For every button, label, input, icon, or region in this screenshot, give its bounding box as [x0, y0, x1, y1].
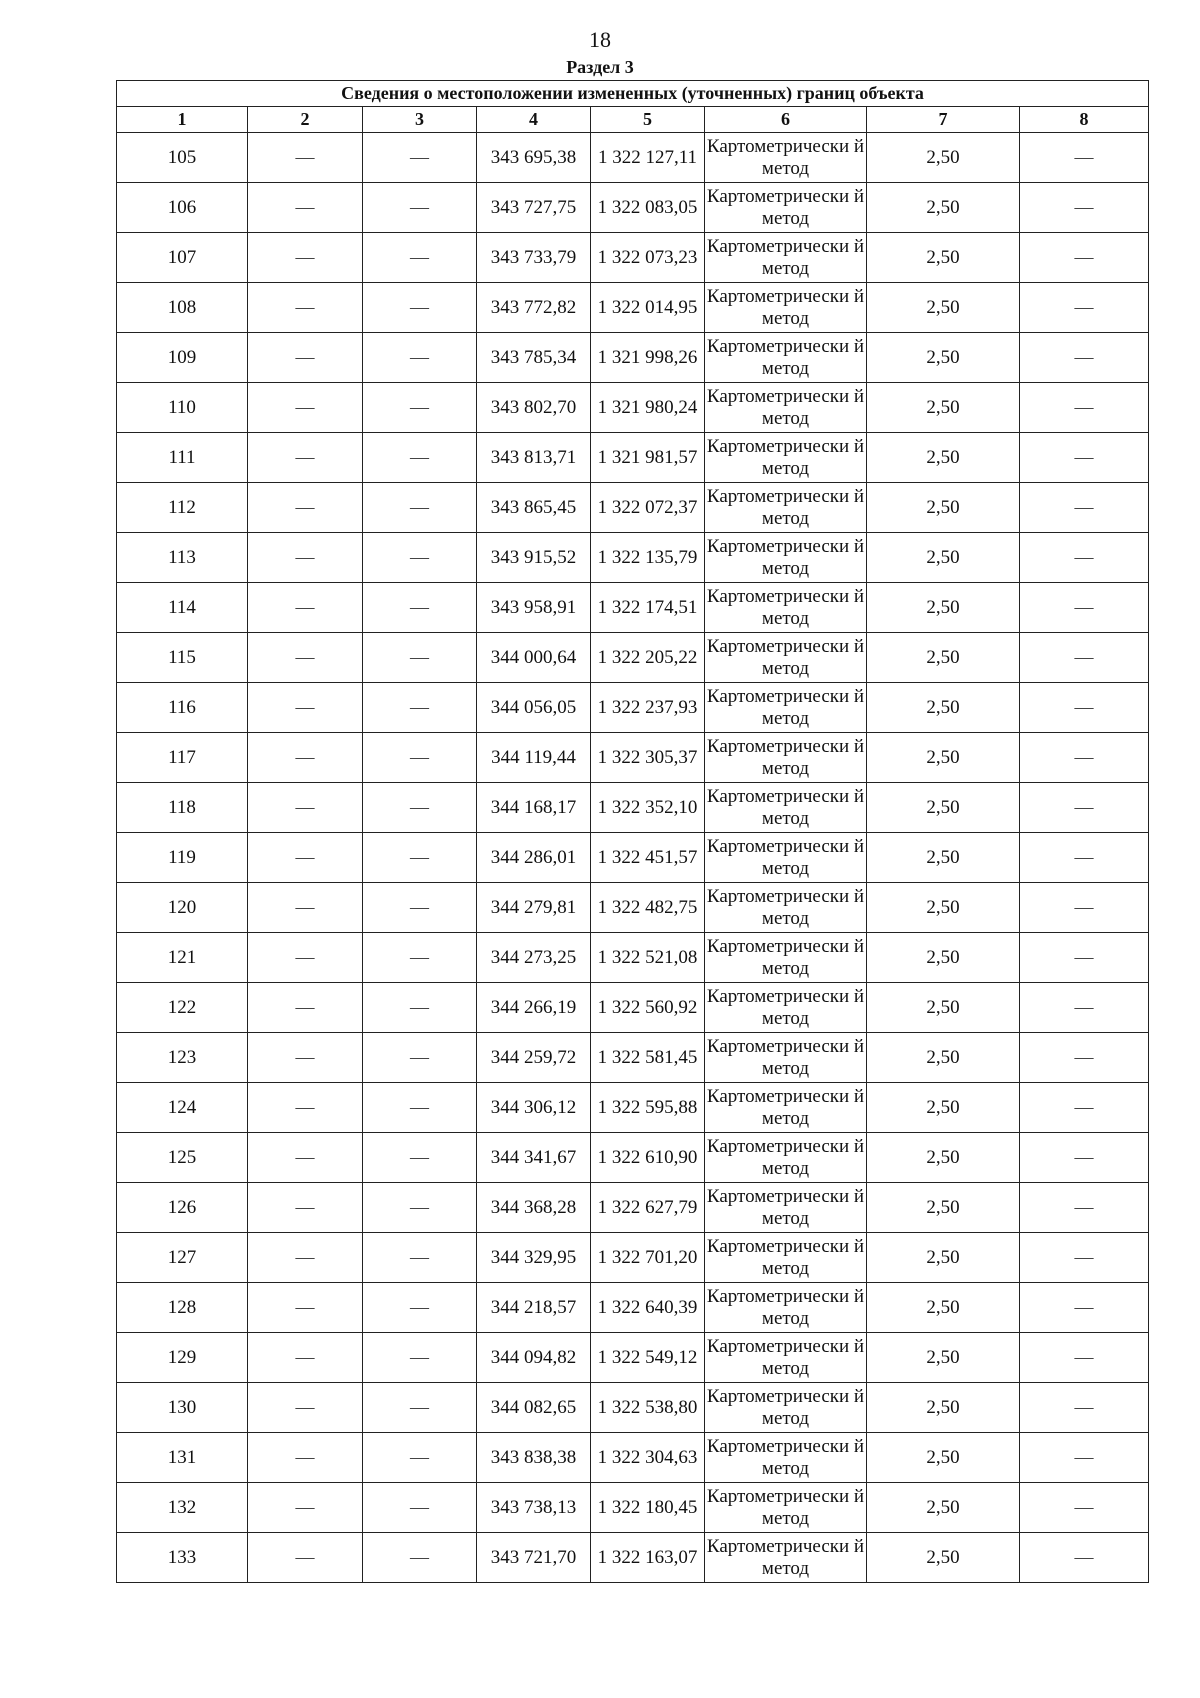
method-cell: Картометрически й метод	[705, 383, 867, 433]
column-2-cell: —	[248, 383, 363, 433]
column-8-cell: —	[1020, 483, 1149, 533]
table-row	[117, 1033, 1149, 1083]
x-coordinate-cell: 343 838,38	[477, 1433, 591, 1483]
point-number-cell: 125	[117, 1133, 248, 1183]
x-coordinate-cell: 344 273,25	[477, 933, 591, 983]
table-row	[117, 883, 1149, 933]
column-3-cell: —	[363, 933, 477, 983]
table-row	[117, 483, 1149, 533]
accuracy-cell: 2,50	[867, 633, 1020, 683]
point-number-cell: 108	[117, 283, 248, 333]
column-8-cell: —	[1020, 1033, 1149, 1083]
point-number-cell: 113	[117, 533, 248, 583]
column-3-cell: —	[363, 133, 477, 183]
column-3-cell: —	[363, 533, 477, 583]
column-8-cell: —	[1020, 533, 1149, 583]
x-coordinate-cell: 344 218,57	[477, 1283, 591, 1333]
accuracy-cell: 2,50	[867, 1433, 1020, 1483]
point-number-cell: 133	[117, 1533, 248, 1583]
column-2-cell: —	[248, 633, 363, 683]
y-coordinate-cell: 1 322 581,45	[591, 1033, 705, 1083]
column-8-cell: —	[1020, 1433, 1149, 1483]
method-cell: Картометрически й метод	[705, 1333, 867, 1383]
column-8-cell: —	[1020, 1383, 1149, 1433]
point-number-cell: 132	[117, 1483, 248, 1533]
y-coordinate-cell: 1 322 549,12	[591, 1333, 705, 1383]
y-coordinate-cell: 1 322 521,08	[591, 933, 705, 983]
y-coordinate-cell: 1 322 127,11	[591, 133, 705, 183]
column-2-cell: —	[248, 1133, 363, 1183]
column-3-cell: —	[363, 1133, 477, 1183]
column-2-cell: —	[248, 1183, 363, 1233]
method-cell: Картометрически й метод	[705, 683, 867, 733]
method-cell: Картометрически й метод	[705, 1283, 867, 1333]
column-3-cell: —	[363, 683, 477, 733]
x-coordinate-cell: 344 306,12	[477, 1083, 591, 1133]
column-8-cell: —	[1020, 233, 1149, 283]
section-title: Раздел 3	[566, 57, 634, 77]
column-3-cell: —	[363, 1283, 477, 1333]
column-number: 6	[705, 107, 867, 133]
accuracy-cell: 2,50	[867, 883, 1020, 933]
column-8-cell: —	[1020, 283, 1149, 333]
x-coordinate-cell: 344 279,81	[477, 883, 591, 933]
method-cell: Картометрически й метод	[705, 1083, 867, 1133]
point-number-cell: 107	[117, 233, 248, 283]
column-3-cell: —	[363, 1483, 477, 1533]
y-coordinate-cell: 1 322 180,45	[591, 1483, 705, 1533]
point-number-cell: 121	[117, 933, 248, 983]
table-row	[117, 1433, 1149, 1483]
accuracy-cell: 2,50	[867, 483, 1020, 533]
x-coordinate-cell: 344 168,17	[477, 783, 591, 833]
point-number-cell: 109	[117, 333, 248, 383]
column-number: 4	[477, 107, 591, 133]
column-2-cell: —	[248, 733, 363, 783]
column-3-cell: —	[363, 483, 477, 533]
x-coordinate-cell: 344 056,05	[477, 683, 591, 733]
column-2-cell: —	[248, 1083, 363, 1133]
column-3-cell: —	[363, 183, 477, 233]
column-2-cell: —	[248, 833, 363, 883]
table-row	[117, 583, 1149, 633]
x-coordinate-cell: 343 721,70	[477, 1533, 591, 1583]
column-3-cell: —	[363, 383, 477, 433]
x-coordinate-cell: 343 695,38	[477, 133, 591, 183]
method-cell: Картометрически й метод	[705, 433, 867, 483]
column-number: 7	[867, 107, 1020, 133]
column-3-cell: —	[363, 433, 477, 483]
boundary-coordinates-table	[116, 80, 1149, 1583]
method-cell: Картометрически й метод	[705, 333, 867, 383]
column-3-cell: —	[363, 233, 477, 283]
accuracy-cell: 2,50	[867, 1333, 1020, 1383]
column-2-cell: —	[248, 783, 363, 833]
method-cell: Картометрически й метод	[705, 583, 867, 633]
method-cell: Картометрически й метод	[705, 883, 867, 933]
column-8-cell: —	[1020, 583, 1149, 633]
point-number-cell: 122	[117, 983, 248, 1033]
table-row	[117, 1333, 1149, 1383]
x-coordinate-cell: 343 727,75	[477, 183, 591, 233]
column-2-cell: —	[248, 883, 363, 933]
column-8-cell: —	[1020, 1233, 1149, 1283]
y-coordinate-cell: 1 322 560,92	[591, 983, 705, 1033]
method-cell: Картометрически й метод	[705, 783, 867, 833]
y-coordinate-cell: 1 322 072,37	[591, 483, 705, 533]
column-3-cell: —	[363, 883, 477, 933]
y-coordinate-cell: 1 322 304,63	[591, 1433, 705, 1483]
x-coordinate-cell: 344 341,67	[477, 1133, 591, 1183]
method-cell: Картометрически й метод	[705, 133, 867, 183]
column-8-cell: —	[1020, 1333, 1149, 1383]
column-3-cell: —	[363, 1233, 477, 1283]
accuracy-cell: 2,50	[867, 833, 1020, 883]
column-3-cell: —	[363, 1083, 477, 1133]
y-coordinate-cell: 1 321 980,24	[591, 383, 705, 433]
table-row	[117, 283, 1149, 333]
method-cell: Картометрически й метод	[705, 633, 867, 683]
point-number-cell: 117	[117, 733, 248, 783]
x-coordinate-cell: 344 094,82	[477, 1333, 591, 1383]
accuracy-cell: 2,50	[867, 183, 1020, 233]
method-cell: Картометрически й метод	[705, 533, 867, 583]
column-3-cell: —	[363, 783, 477, 833]
point-number-cell: 110	[117, 383, 248, 433]
table-row	[117, 333, 1149, 383]
column-8-cell: —	[1020, 933, 1149, 983]
table-row	[117, 1083, 1149, 1133]
column-2-cell: —	[248, 1533, 363, 1583]
x-coordinate-cell: 344 119,44	[477, 733, 591, 783]
table-row	[117, 1483, 1149, 1533]
page-number: 18	[589, 27, 611, 52]
x-coordinate-cell: 343 772,82	[477, 283, 591, 333]
method-cell: Картометрически й метод	[705, 1033, 867, 1083]
column-number: 8	[1020, 107, 1149, 133]
accuracy-cell: 2,50	[867, 733, 1020, 783]
table-row	[117, 183, 1149, 233]
column-8-cell: —	[1020, 1083, 1149, 1133]
y-coordinate-cell: 1 322 305,37	[591, 733, 705, 783]
point-number-cell: 120	[117, 883, 248, 933]
column-3-cell: —	[363, 1533, 477, 1583]
column-3-cell: —	[363, 733, 477, 783]
table-row	[117, 783, 1149, 833]
accuracy-cell: 2,50	[867, 383, 1020, 433]
method-cell: Картометрически й метод	[705, 933, 867, 983]
column-2-cell: —	[248, 1283, 363, 1333]
accuracy-cell: 2,50	[867, 1133, 1020, 1183]
accuracy-cell: 2,50	[867, 683, 1020, 733]
method-cell: Картометрически й метод	[705, 1233, 867, 1283]
column-number: 3	[363, 107, 477, 133]
accuracy-cell: 2,50	[867, 933, 1020, 983]
point-number-cell: 123	[117, 1033, 248, 1083]
point-number-cell: 114	[117, 583, 248, 633]
y-coordinate-cell: 1 321 981,57	[591, 433, 705, 483]
accuracy-cell: 2,50	[867, 783, 1020, 833]
method-cell: Картометрически й метод	[705, 1483, 867, 1533]
method-cell: Картометрически й метод	[705, 1533, 867, 1583]
accuracy-cell: 2,50	[867, 1233, 1020, 1283]
y-coordinate-cell: 1 322 482,75	[591, 883, 705, 933]
method-cell: Картометрически й метод	[705, 233, 867, 283]
accuracy-cell: 2,50	[867, 333, 1020, 383]
y-coordinate-cell: 1 322 352,10	[591, 783, 705, 833]
y-coordinate-cell: 1 322 451,57	[591, 833, 705, 883]
column-3-cell: —	[363, 1183, 477, 1233]
accuracy-cell: 2,50	[867, 1383, 1020, 1433]
x-coordinate-cell: 344 082,65	[477, 1383, 591, 1433]
column-2-cell: —	[248, 483, 363, 533]
table-row	[117, 133, 1149, 183]
table-body	[117, 133, 1149, 1583]
column-2-cell: —	[248, 183, 363, 233]
y-coordinate-cell: 1 322 014,95	[591, 283, 705, 333]
point-number-cell: 116	[117, 683, 248, 733]
table-row	[117, 733, 1149, 783]
x-coordinate-cell: 343 785,34	[477, 333, 591, 383]
column-8-cell: —	[1020, 983, 1149, 1033]
column-2-cell: —	[248, 683, 363, 733]
column-3-cell: —	[363, 633, 477, 683]
y-coordinate-cell: 1 322 205,22	[591, 633, 705, 683]
method-cell: Картометрически й метод	[705, 483, 867, 533]
x-coordinate-cell: 344 266,19	[477, 983, 591, 1033]
column-2-cell: —	[248, 333, 363, 383]
column-8-cell: —	[1020, 683, 1149, 733]
accuracy-cell: 2,50	[867, 133, 1020, 183]
column-8-cell: —	[1020, 1483, 1149, 1533]
point-number-cell: 128	[117, 1283, 248, 1333]
x-coordinate-cell: 343 813,71	[477, 433, 591, 483]
column-2-cell: —	[248, 1233, 363, 1283]
column-3-cell: —	[363, 1433, 477, 1483]
table-row	[117, 1383, 1149, 1433]
column-2-cell: —	[248, 1333, 363, 1383]
method-cell: Картометрически й метод	[705, 1183, 867, 1233]
accuracy-cell: 2,50	[867, 583, 1020, 633]
point-number-cell: 106	[117, 183, 248, 233]
column-3-cell: —	[363, 1333, 477, 1383]
column-3-cell: —	[363, 1033, 477, 1083]
column-number: 5	[591, 107, 705, 133]
column-number: 2	[248, 107, 363, 133]
y-coordinate-cell: 1 322 237,93	[591, 683, 705, 733]
table-row	[117, 533, 1149, 583]
column-2-cell: —	[248, 933, 363, 983]
accuracy-cell: 2,50	[867, 983, 1020, 1033]
table-row	[117, 1183, 1149, 1233]
accuracy-cell: 2,50	[867, 233, 1020, 283]
x-coordinate-cell: 343 958,91	[477, 583, 591, 633]
column-3-cell: —	[363, 1383, 477, 1433]
y-coordinate-cell: 1 322 610,90	[591, 1133, 705, 1183]
accuracy-cell: 2,50	[867, 1283, 1020, 1333]
point-number-cell: 119	[117, 833, 248, 883]
column-3-cell: —	[363, 983, 477, 1033]
x-coordinate-cell: 344 368,28	[477, 1183, 591, 1233]
accuracy-cell: 2,50	[867, 283, 1020, 333]
table-row	[117, 1283, 1149, 1333]
y-coordinate-cell: 1 322 627,79	[591, 1183, 705, 1233]
column-3-cell: —	[363, 333, 477, 383]
table-row	[117, 933, 1149, 983]
x-coordinate-cell: 343 733,79	[477, 233, 591, 283]
column-2-cell: —	[248, 533, 363, 583]
accuracy-cell: 2,50	[867, 433, 1020, 483]
column-8-cell: —	[1020, 1283, 1149, 1333]
point-number-cell: 130	[117, 1383, 248, 1433]
method-cell: Картометрически й метод	[705, 1433, 867, 1483]
table-row	[117, 383, 1149, 433]
column-8-cell: —	[1020, 333, 1149, 383]
y-coordinate-cell: 1 321 998,26	[591, 333, 705, 383]
column-2-cell: —	[248, 1483, 363, 1533]
point-number-cell: 124	[117, 1083, 248, 1133]
x-coordinate-cell: 343 865,45	[477, 483, 591, 533]
method-cell: Картометрически й метод	[705, 283, 867, 333]
method-cell: Картометрически й метод	[705, 183, 867, 233]
y-coordinate-cell: 1 322 701,20	[591, 1233, 705, 1283]
column-2-cell: —	[248, 283, 363, 333]
column-2-cell: —	[248, 583, 363, 633]
column-3-cell: —	[363, 283, 477, 333]
column-2-cell: —	[248, 433, 363, 483]
accuracy-cell: 2,50	[867, 1533, 1020, 1583]
column-3-cell: —	[363, 583, 477, 633]
column-8-cell: —	[1020, 883, 1149, 933]
column-8-cell: —	[1020, 1133, 1149, 1183]
table-row	[117, 683, 1149, 733]
y-coordinate-cell: 1 322 538,80	[591, 1383, 705, 1433]
point-number-cell: 118	[117, 783, 248, 833]
x-coordinate-cell: 343 738,13	[477, 1483, 591, 1533]
method-cell: Картометрически й метод	[705, 1383, 867, 1433]
table-row	[117, 983, 1149, 1033]
x-coordinate-cell: 344 259,72	[477, 1033, 591, 1083]
accuracy-cell: 2,50	[867, 533, 1020, 583]
table-row	[117, 1533, 1149, 1583]
y-coordinate-cell: 1 322 640,39	[591, 1283, 705, 1333]
column-number: 1	[117, 107, 248, 133]
column-2-cell: —	[248, 233, 363, 283]
table-row	[117, 1233, 1149, 1283]
x-coordinate-cell: 344 286,01	[477, 833, 591, 883]
point-number-cell: 126	[117, 1183, 248, 1233]
column-8-cell: —	[1020, 633, 1149, 683]
column-8-cell: —	[1020, 1183, 1149, 1233]
column-2-cell: —	[248, 983, 363, 1033]
point-number-cell: 111	[117, 433, 248, 483]
table-row	[117, 233, 1149, 283]
y-coordinate-cell: 1 322 073,23	[591, 233, 705, 283]
accuracy-cell: 2,50	[867, 1483, 1020, 1533]
point-number-cell: 129	[117, 1333, 248, 1383]
x-coordinate-cell: 344 329,95	[477, 1233, 591, 1283]
column-8-cell: —	[1020, 433, 1149, 483]
y-coordinate-cell: 1 322 174,51	[591, 583, 705, 633]
column-8-cell: —	[1020, 733, 1149, 783]
x-coordinate-cell: 343 915,52	[477, 533, 591, 583]
column-2-cell: —	[248, 1433, 363, 1483]
accuracy-cell: 2,50	[867, 1083, 1020, 1133]
column-8-cell: —	[1020, 1533, 1149, 1583]
point-number-cell: 127	[117, 1233, 248, 1283]
column-8-cell: —	[1020, 383, 1149, 433]
column-2-cell: —	[248, 1033, 363, 1083]
column-8-cell: —	[1020, 833, 1149, 883]
column-2-cell: —	[248, 1383, 363, 1433]
table-row	[117, 833, 1149, 883]
table-row	[117, 433, 1149, 483]
table-row	[117, 633, 1149, 683]
point-number-cell: 131	[117, 1433, 248, 1483]
method-cell: Картометрически й метод	[705, 733, 867, 783]
accuracy-cell: 2,50	[867, 1183, 1020, 1233]
y-coordinate-cell: 1 322 135,79	[591, 533, 705, 583]
table-row	[117, 1133, 1149, 1183]
column-8-cell: —	[1020, 133, 1149, 183]
column-3-cell: —	[363, 833, 477, 883]
column-8-cell: —	[1020, 183, 1149, 233]
y-coordinate-cell: 1 322 083,05	[591, 183, 705, 233]
point-number-cell: 105	[117, 133, 248, 183]
accuracy-cell: 2,50	[867, 1033, 1020, 1083]
x-coordinate-cell: 344 000,64	[477, 633, 591, 683]
method-cell: Картометрически й метод	[705, 833, 867, 883]
column-8-cell: —	[1020, 783, 1149, 833]
point-number-cell: 115	[117, 633, 248, 683]
y-coordinate-cell: 1 322 595,88	[591, 1083, 705, 1133]
column-2-cell: —	[248, 133, 363, 183]
point-number-cell: 112	[117, 483, 248, 533]
method-cell: Картометрически й метод	[705, 1133, 867, 1183]
method-cell: Картометрически й метод	[705, 983, 867, 1033]
table-caption: Сведения о местоположении измененных (уточненных) границ объекта	[117, 81, 1149, 107]
y-coordinate-cell: 1 322 163,07	[591, 1533, 705, 1583]
x-coordinate-cell: 343 802,70	[477, 383, 591, 433]
